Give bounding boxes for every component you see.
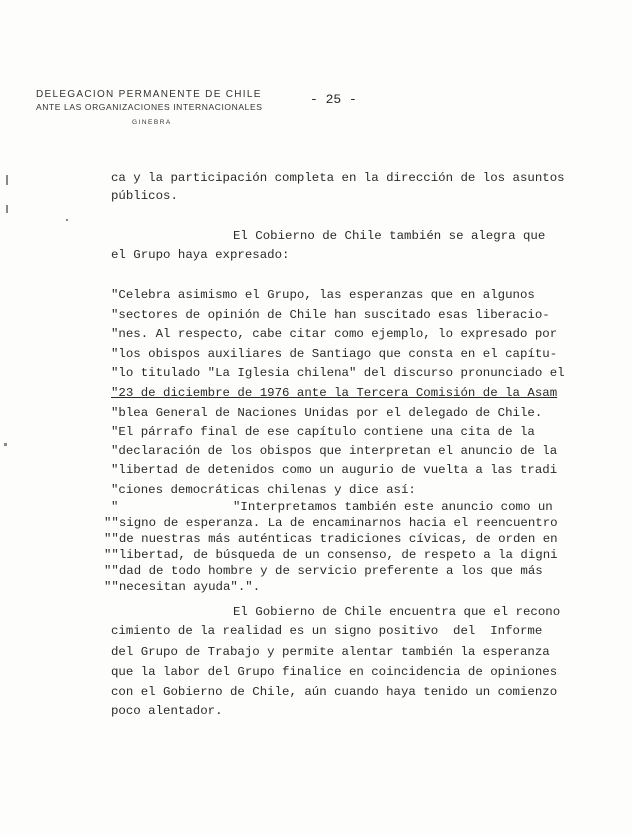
text-line: "declaración de los obispos que interpretan el anuncio de la — [111, 444, 558, 458]
text-line: ""necesitan ayuda".". — [104, 580, 261, 594]
text-line: "Interpretamos también este anuncio como un — [233, 500, 553, 514]
text-line: ""de nuestras más auténticas tradiciones cívicas, de orden en — [104, 532, 558, 546]
text-line: El Cobierno de Chile también se alegra que — [233, 229, 546, 243]
text-line: poco alentador. — [111, 704, 223, 718]
text-line: públicos. — [111, 189, 178, 203]
text-line: "los obispos auxiliares de Santiago que consta en el capítu- — [111, 347, 558, 361]
text-line: "23 de diciembre de 1976 ante la Tercera Comisión de la Asam — [111, 386, 558, 400]
letterhead-line-2: ANTE LAS ORGANIZACIONES INTERNACIONALES — [36, 102, 263, 112]
page-number: - 25 - — [310, 92, 357, 107]
letterhead-line-1: DELEGACION PERMANENTE DE CHILE — [36, 89, 262, 100]
text-line: El Gobierno de Chile encuentra que el recono — [233, 605, 561, 619]
text-line: "sectores de opinión de Chile han suscitado esas liberacio- — [111, 308, 550, 322]
text-line: ca y la participación completa en la dirección de los asuntos — [111, 171, 565, 185]
text-line: ""libertad, de búsqueda de un consenso, de respeto a la digni — [104, 548, 558, 562]
text-line: "lo titulado "La Iglesia chilena" del discurso pronunciado el — [111, 366, 565, 380]
letterhead-city: GINEBRA — [132, 119, 172, 126]
text-line: "nes. Al respecto, cabe citar como ejemplo, lo expresado por — [111, 327, 558, 341]
margin-mark — [6, 175, 8, 185]
text-line: "ciones democráticas chilenas y dice así: — [111, 483, 416, 497]
text-line: cimiento de la realidad es un signo positivo del Informe — [111, 624, 543, 638]
margin-mark — [6, 205, 8, 213]
letterhead — [36, 88, 263, 126]
margin-mark — [4, 443, 7, 446]
text-line: "libertad de detenidos como un augurio de vuelta a las tradi — [111, 463, 558, 477]
text-line: ""signo de esperanza. La de encaminarnos hacia el reencuentro — [104, 516, 558, 530]
text-line: con el Gobierno de Chile, aún cuando haya tenido un comienzo — [111, 685, 558, 699]
text-line: "blea General de Naciones Unidas por el delegado de Chile. — [111, 406, 543, 420]
text-line: el Grupo haya expresado: — [111, 248, 290, 262]
margin-mark — [66, 219, 68, 221]
text-line: que la labor del Grupo finalice en coincidencia de opiniones — [111, 665, 558, 679]
text-line: del Grupo de Trabajo y permite alentar también la esperanza — [111, 645, 550, 659]
text-line: " — [111, 500, 119, 514]
text-line: "El párrafo final de ese capítulo contiene una cita de la — [111, 425, 535, 439]
text-line: "Celebra asimismo el Grupo, las esperanzas que en algunos — [111, 288, 535, 302]
text-line: ""dad de todo hombre y de servicio preferente a los que más — [104, 564, 543, 578]
